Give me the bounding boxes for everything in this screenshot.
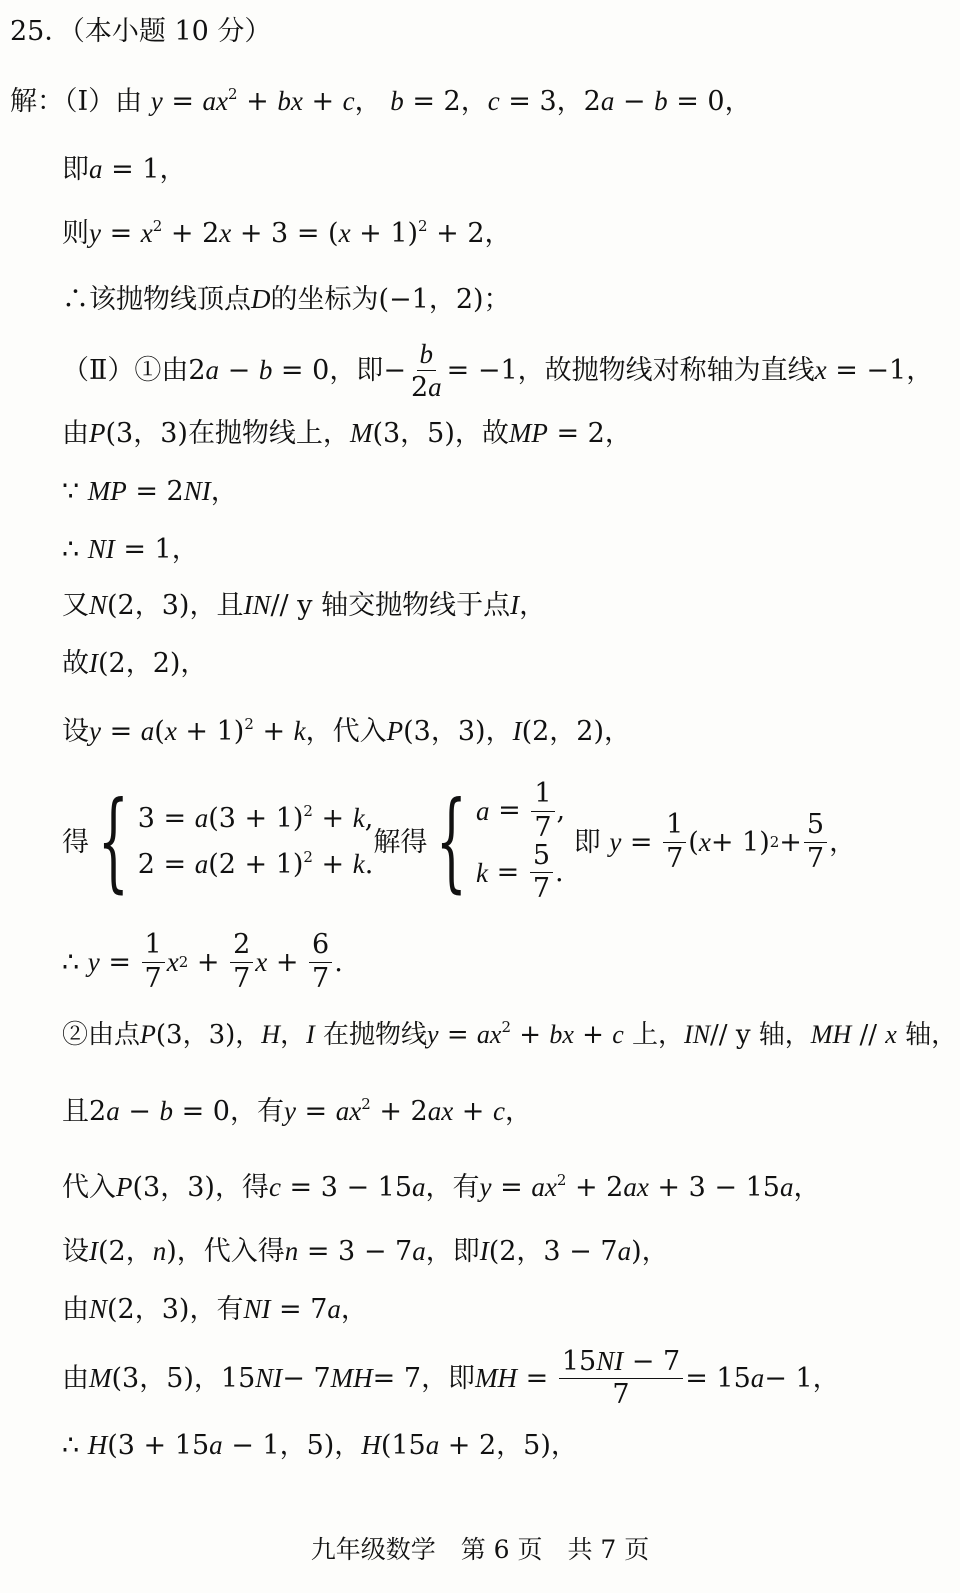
page-footer: 九年级数学 第 6 页 共 7 页: [310, 1535, 650, 1564]
solution-line-13: ∴ y = $\frac{1}{7}$ x 2 + $\frac{2}{7}$ x + $\frac{6}{7}$ .: [62, 929, 343, 994]
solution-line-16: 代入P(3，3)，得c = 3 − 15a，有$y = ax^2 + 2ax + 3 - 15a$，: [62, 1171, 821, 1203]
solution-line-11: 设$y = a(x + 1)^2 + k$，代入P(3，3)，I(2，2)，: [62, 715, 632, 747]
solution-line-18: 由N(2，3)，有NI = 7a，: [62, 1294, 368, 1325]
solution-line-4: ∴该抛物线顶点D的坐标为(−1，2)；: [62, 284, 511, 315]
solution-line-9: 又N(2，3)，且IN// y 轴交抛物线于点I，: [62, 590, 547, 621]
solution-line-19: 由 M (3，5)，15 NI − 7 MH = 7 ，即 MH = $\frac{15NI - 7}{7}$ = 15 a − 1，: [62, 1345, 840, 1410]
solution-line-5: （Ⅱ）①由2a − b = 0，即− $\frac{b}{2a}$ = −1，故抛物线对称轴为直线x = −1，: [62, 339, 934, 404]
solution-line-8: ∴ NI = 1，: [62, 534, 199, 565]
solution-line-17: 设I(2，n)，代入得n = 3 − 7a，即I(2，3 − 7a)，: [62, 1236, 669, 1267]
solution-line-10: 故I(2，2)，: [62, 648, 208, 679]
solution-line-7: ∵ MP = 2NI，: [62, 476, 238, 507]
solution-line-12: 得 { $3 = a(3 + 1)^2 + k$, $2 = a(2 + 1)^2 + k$. 解得 { a = $\frac{1}{7}$ , k = $\frac{5}{7}$ . 即 y = $\frac{1}{7}$ ( x + 1) 2 + $\frac{5}{7}$ ，: [62, 778, 857, 905]
solution-line-15: 且2a − b = 0，有$y = ax^2 + 2ax + c$，: [62, 1095, 532, 1127]
problem-header: 25．（本小题 10 分）: [10, 16, 272, 47]
solution-line-3: 则$y = x^2 + 2x + 3 = (x + 1)^2 + 2$，: [62, 217, 512, 249]
solution-line-20: ∴ H(3 + 15a − 1，5)，H(15a + 2，5)，: [62, 1430, 578, 1461]
solution-line-2: 即a = 1，: [62, 154, 187, 185]
solution-line-14: ②由点P(3，3)，H，I 在抛物线$y = ax^2$ + bx + c 上，IN// y 轴，MH // x 轴，: [62, 1018, 958, 1050]
solution-line-1: 解：（Ⅰ）由 $y = ax^2$ + bx + c， b = 2，c = 3，2a − b = 0，: [10, 85, 752, 117]
solution-line-6: 由P(3，3)在抛物线上，M(3，5)，故MP = 2，: [62, 418, 632, 449]
